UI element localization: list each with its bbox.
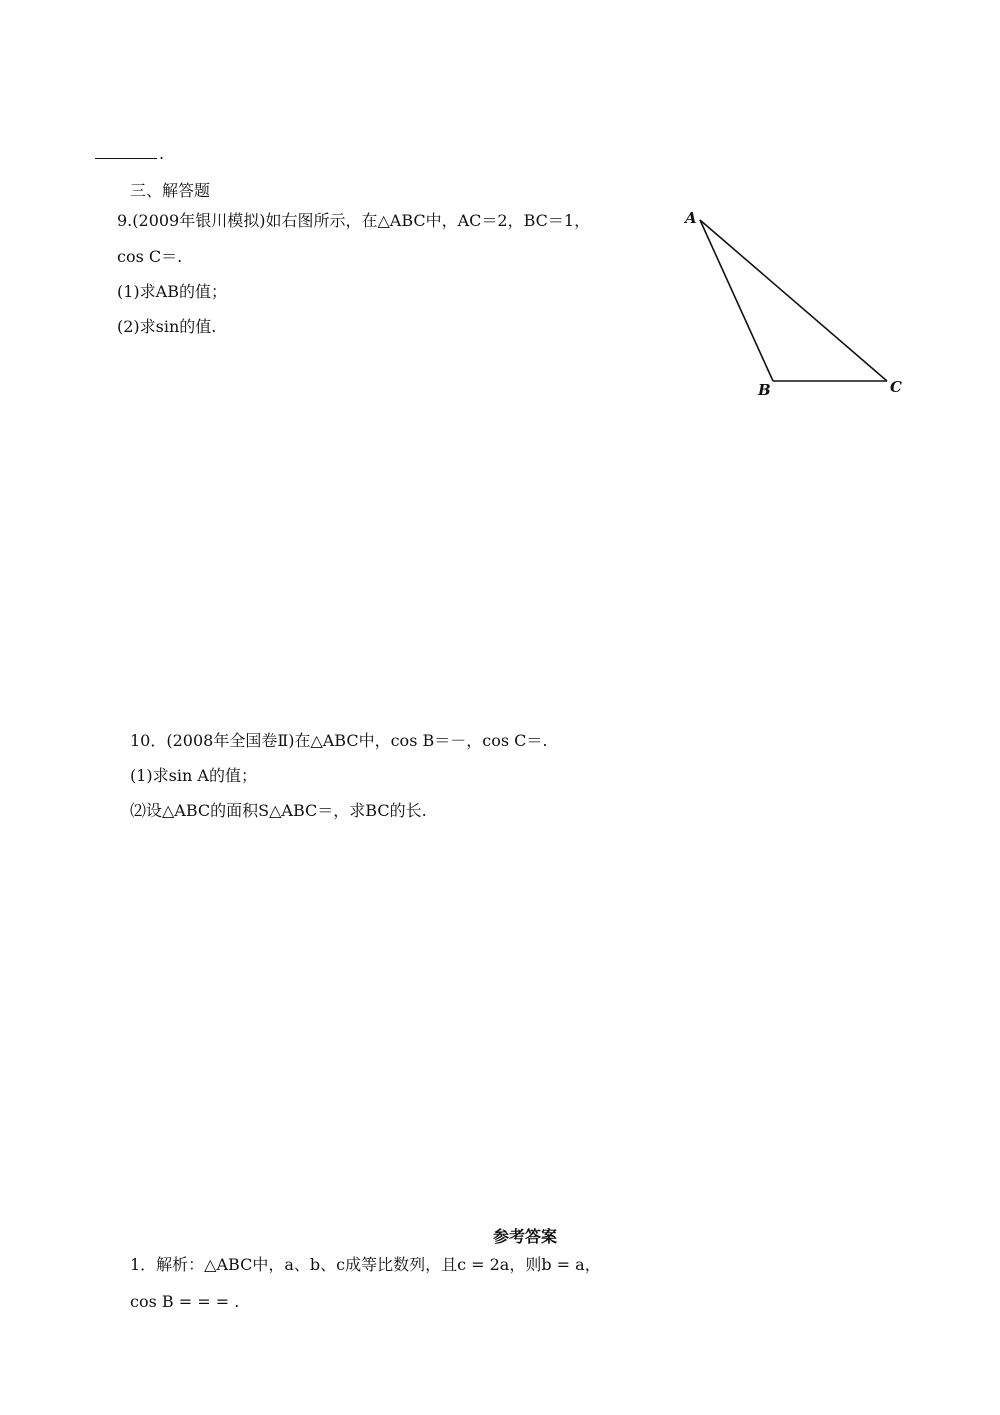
triangle-figure xyxy=(680,205,920,405)
answer-1-line-1: 1．解析：△ABC中，a、b、c成等比数列，且c = 2a，则b = a， xyxy=(130,1255,601,1274)
q9-part-2: (2)求sin的值. xyxy=(117,317,217,336)
section-heading: 三、解答题 xyxy=(130,181,211,200)
answer-blank-line xyxy=(95,158,157,159)
triangle-svg xyxy=(680,205,920,405)
q10-stem: 10．(2008年全国卷Ⅱ)在△ABC中，cos B＝－，cos C＝. xyxy=(130,731,548,750)
q9-cos-c: cos C＝. xyxy=(117,247,183,266)
side-ac xyxy=(700,220,887,381)
answer-1-line-2: cos B = = = . xyxy=(130,1292,240,1311)
side-ab xyxy=(700,220,773,381)
q9-stem: 9.(2009年银川模拟)如右图所示，在△ABC中，AC＝2，BC＝1， xyxy=(117,211,591,230)
trailing-dot: . xyxy=(159,144,165,163)
q9-part-1: (1)求AB的值； xyxy=(117,282,227,301)
q10-part-2: ⑵设△ABC的面积S△ABC＝，求BC的长. xyxy=(130,801,427,820)
vertex-label-c: C xyxy=(890,378,902,396)
answers-heading: 参考答案 xyxy=(492,1227,557,1246)
vertex-label-a: A xyxy=(685,209,697,227)
q10-part-1: (1)求sin A的值； xyxy=(130,766,257,785)
vertex-label-b: B xyxy=(758,381,771,399)
